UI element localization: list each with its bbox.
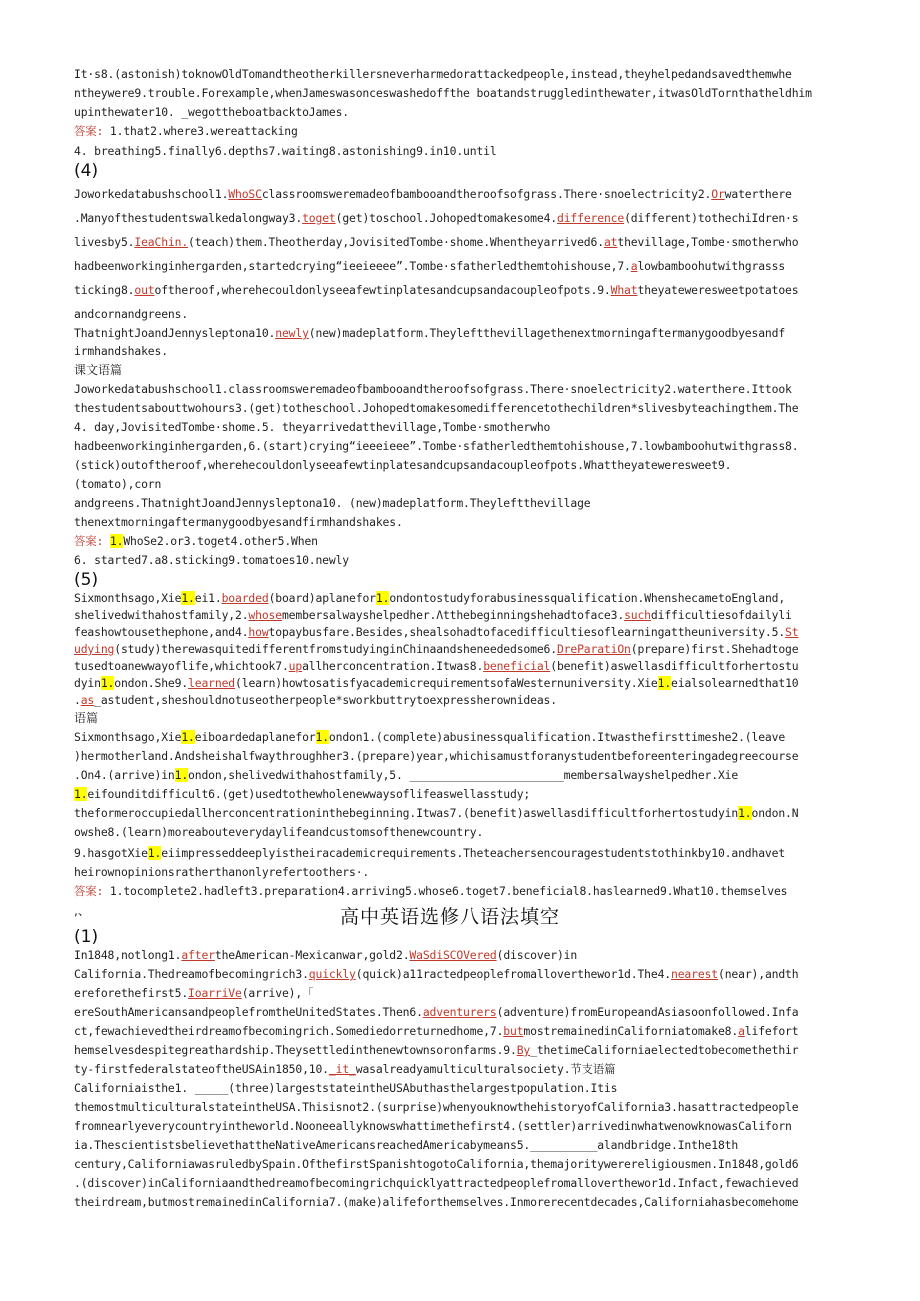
text-segment: 1.that2.where3.wereattacking [103, 124, 298, 138]
document-title: 高中英语选修八语法填空 [340, 906, 561, 928]
section-number: (4) [74, 161, 99, 181]
text-line [74, 824, 859, 840]
text-line [74, 1137, 859, 1153]
text-segment: (learn)howtosatisfyacademicrequirementsofaWesternuniversity.Xie [235, 676, 658, 690]
text-segment: 4. day,JovisitedTombe·shome.5. theyarrivedatthevillage,Tombe·smotherwho [74, 420, 551, 434]
text-line [74, 1023, 859, 1039]
filled-answer: boarded [221, 591, 269, 605]
text-line [74, 864, 859, 880]
text-segment: upinthewater10. _wegottheboatbacktoJames. [74, 105, 350, 119]
highlight: 1. [109, 534, 124, 548]
filled-answer: newly [275, 326, 309, 340]
text-segment: . [74, 693, 81, 707]
text-line [74, 1156, 859, 1172]
text-segment: (board)aplanefor [268, 591, 376, 605]
text-segment: hadbeenworkinginhergarden,startedcrying“ieeieeee”.Tombe·sfatherledthemtohishouse,7. [74, 259, 631, 273]
text-segment: ei1. [194, 591, 222, 605]
text-segment: (arrive),「 [241, 986, 314, 1000]
filled-answer: learned [188, 676, 236, 690]
text-segment: (benefit)aswellasdifficultforhertostu [550, 659, 799, 673]
text-segment: Californiaisthe1. _____(three)largeststateintheUSAbuthasthelargestpopulation.Itis [74, 1081, 618, 1095]
filled-answer: how [248, 625, 269, 639]
text-segment: theAmerican-Mexicanwar,gold2. [214, 948, 410, 962]
text-segment: ntheywere9.trouble.Forexample,whenJameswasonceswashedoffthe boatandstruggledinthewater,itwasOldTornthatheldhim [74, 86, 812, 100]
text-segment: 答案: [74, 884, 104, 898]
text-segment: tusedtoanewwayoflife,whichtook7. [74, 659, 289, 673]
filled-answer: such [624, 608, 651, 622]
text-segment: ThatnightJoandJennysleptona10. [74, 326, 276, 340]
text-segment: waterthere [724, 187, 792, 201]
text-segment: andcornandgreens. [74, 307, 189, 321]
text-segment: shelivedwithahostfamily,2. [74, 608, 249, 622]
highlight: 1. [657, 676, 672, 690]
filled-answer: DreParatiOn [556, 642, 631, 656]
text-segment: irmhandshakes. [74, 344, 168, 358]
highlight: 1. [738, 806, 752, 820]
text-line [74, 282, 859, 298]
text-line [74, 85, 859, 101]
text-segment: ondon.N [751, 806, 799, 820]
filled-answer: up [288, 659, 303, 673]
text-line [74, 457, 859, 473]
text-line [74, 786, 859, 802]
text-segment: 4. breathing5.finally6.depths7.waiting8.astonishing9.in10.until [74, 144, 497, 158]
text-segment: 1.tocomplete2.hadleft3.preparation4.arriving5.whose6.toget7.beneficial8.haslearned9.What10.themselves [103, 884, 788, 898]
filled-answer: _it_ [328, 1062, 356, 1076]
text-segment: allherconcentration.Itwas8. [302, 659, 484, 673]
text-line [74, 104, 859, 120]
text-line [74, 675, 859, 691]
text-segment: ticking8. [74, 283, 135, 297]
filled-answer: quickly [308, 967, 356, 981]
text-line [74, 438, 859, 454]
text-line [74, 210, 859, 226]
text-segment: thevillage,Tombe·smotherwho [617, 235, 799, 249]
text-line [74, 1194, 859, 1210]
text-line [74, 1118, 859, 1134]
text-segment [103, 534, 110, 548]
text-line [74, 590, 859, 606]
text-line [74, 607, 859, 623]
text-line [74, 495, 859, 511]
filled-answer: difference [556, 211, 625, 225]
filled-answer: out [134, 283, 155, 297]
text-line [74, 419, 859, 435]
text-segment: California.Thedreamofbecomingrich3. [74, 967, 309, 981]
filled-answer: a [630, 259, 638, 273]
text-line [74, 143, 859, 159]
text-line [74, 641, 859, 657]
filled-answer: whose [248, 608, 282, 622]
text-segment: fromnearlyeverycountryintheworld.Nooneeallyknowswhattimethefirst4.(settler)arrivedinwhatwenowknowasCaliforn [74, 1119, 792, 1133]
text-line [74, 234, 859, 250]
highlight: 1. [181, 730, 195, 744]
text-line [74, 985, 859, 1001]
text-segment: (stick)outoftheroof,wherehecouldonlyseeafewtinplatesandcupsandacoupleofpots.Whattheyateweresweet9. [74, 458, 732, 472]
text-segment: 答案: [74, 534, 104, 548]
text-segment: ereforethefirst5. [74, 986, 189, 1000]
text-segment: ondon,shelivedwithahostfamily,5. _______________________membersalwayshelpedher.Xie [188, 768, 739, 782]
text-segment: (discover)in [496, 948, 578, 962]
text-segment: dyin [74, 676, 101, 690]
highlight: 1. [147, 846, 162, 860]
text-line [74, 1175, 859, 1191]
text-segment: classroomsweremadeofbambooandtheroofsofgrass.There·snoelectricity2. [261, 187, 712, 201]
text-line [74, 767, 859, 783]
filled-answer: adventurers [422, 1005, 497, 1019]
filled-answer: IeaChin. [134, 235, 189, 249]
highlight: 1. [74, 787, 88, 801]
filled-answer: What [610, 283, 638, 297]
filled-answer: udying [74, 642, 115, 656]
text-line [74, 306, 859, 322]
text-segment: eiboardedaplanefor [194, 730, 316, 744]
text-segment: .(discover)inCaliforniaandthedreamofbecomingrichquicklyattractedpeoplefromalloverthewor1d.Infact,fewachieved [74, 1176, 799, 1190]
text-segment: century,CaliforniawasruledbySpain.OfthefirstSpanishtogotoCalifornia,themajoritywerereligiousmen.In1848,gold6 [74, 1157, 799, 1171]
text-segment: .Manyofthestudentswalkedalongway3. [74, 211, 303, 225]
text-segment: (quick)a11ractedpeoplefromalloverthewor1d.The4. [355, 967, 672, 981]
text-segment: hadbeenworkinginhergarden,6.(start)crying“ieeeieee”.Tombe·sfatherledthemtohishouse,7.lowbamboohutwithgrass8. [74, 439, 799, 453]
text-line [74, 748, 859, 764]
text-segment: feashowtousethephone,and4. [74, 625, 249, 639]
text-segment: ondon1.(complete)abusinessqualification.Itwasthefirsttimeshe2.(leave [328, 730, 786, 744]
text-segment: lifefort [744, 1024, 799, 1038]
filled-answer: WaSdiSCOVered [409, 948, 497, 962]
text-line [74, 845, 859, 861]
text-segment: ty-firstfederalstateoftheUSAin1850,10. [74, 1062, 329, 1076]
text-segment: oftheroof,wherehecouldonlyseeafewtinplatesandcupsandacoupleofpots.9. [154, 283, 611, 297]
text-line [74, 552, 859, 568]
text-line [74, 805, 859, 821]
text-segment: ia.ThescientistsbelievethattheNativeAmericansreachedAmericabymeans5.__________alandbridge.Inthe18th [74, 1138, 739, 1152]
highlight: 1. [174, 768, 189, 782]
text-line [74, 325, 859, 341]
text-segment: wasalreadyamulticulturalsociety. [355, 1062, 571, 1076]
text-line [74, 729, 859, 745]
text-segment: ondontostudyforabusinessqualification.WhenshecametoEngland, [389, 591, 786, 605]
text-segment: 9.hasgotXie [74, 846, 148, 860]
text-segment: (different)tothechiIdren·s [624, 211, 799, 225]
filled-answer: IoarriVe [188, 986, 242, 1000]
text-line [74, 381, 859, 397]
filled-answer: By [516, 1043, 531, 1057]
text-segment: owshe8.(learn)moreabouteverydaylifeandcustomsofthenewcountry. [74, 825, 484, 839]
text-segment: theirdream,butmostremainedinCalifornia7.(make)alifeforthemselves.Inmorerecentdecades,Californiahasbecomehome [74, 1195, 799, 1209]
highlight: 1. [375, 591, 390, 605]
text-segment: _astudent,sheshouldnotuseotherpeople*sworkbuttrytoexpressherownideas. [94, 693, 557, 707]
text-segment: topaybusfare.Besides,shealsohadtofacedifficultiesoflearningattheuniversity.5. [268, 625, 786, 639]
filled-answer: WhoSC [228, 187, 262, 201]
text-segment: lowbamboohutwithgrasss [637, 259, 786, 273]
text-segment: .On4.(arrive)in [74, 768, 175, 782]
text-segment: mostremainedinCaliforniatomake8. [523, 1024, 739, 1038]
text-line [74, 66, 859, 82]
text-segment: In1848,notlong1. [74, 948, 182, 962]
text-segment: (near),andth [717, 967, 799, 981]
filled-answer: Or [711, 187, 725, 201]
filled-answer: as [80, 693, 95, 707]
text-segment: (teach)them.Theotherday,JovisitedTombe·shome.Whentheyarrived6. [188, 235, 604, 249]
text-segment: It·s8.(astonish)toknowOldTomandtheotherkillersneverharmedorattackedpeople,instead,theyhelpedandsavedthemwhe [74, 67, 792, 81]
text-segment: Joworkedatabushschool1.classroomsweremadeofbambooandtheroofsofgrass.There·snoelectricity2.waterthere.Ittook [74, 382, 792, 396]
section-number: (5) [74, 570, 99, 590]
text-segment: )hermotherland.Andsheishalfwaythroughher3.(prepare)year,whichisamustforanystudentbeforeenteringadegreecourse [74, 749, 799, 763]
section-label: ,、 [74, 904, 90, 918]
text-segment: Joworkedatabushschool1. [74, 187, 229, 201]
highlight: 1. [181, 591, 195, 605]
text-segment: (prepare)first.Shehadtoge [630, 642, 799, 656]
text-segment: 答案: [74, 124, 104, 138]
text-line [74, 1099, 859, 1115]
text-line [74, 966, 859, 982]
text-line [74, 400, 859, 416]
text-line [74, 186, 859, 202]
text-segment: eifounditdifficult6.(get)usedtothewholenewwaysoflifeaswellasstudy; [87, 787, 531, 801]
text-line [74, 1061, 859, 1077]
text-segment: 节支语篇 [570, 1062, 616, 1076]
text-segment: (new)madeplatform.Theyleftthevillagethenextmorningaftermanygoodbyesandf [308, 326, 786, 340]
text-line [74, 258, 859, 274]
text-segment: eiimpresseddeeplyistheiracademicrequirements.Theteachersencouragestudentstothinkby10.andhavet [161, 846, 786, 860]
text-segment: WhoSe2.or3.toget4.other5.When [123, 534, 318, 548]
text-line [74, 624, 859, 640]
text-segment: (get)toschool.Johopedtomakesome4. [335, 211, 557, 225]
text-line [74, 1004, 859, 1020]
text-segment: heirownopinionsratherthanonlyrefertoothers·. [74, 865, 370, 879]
text-line [74, 343, 859, 359]
filled-answer: at [603, 235, 618, 249]
filled-answer: beneficial [483, 659, 551, 673]
highlight: 1. [315, 730, 329, 744]
text-segment: ereSouthAmericansandpeoplefromtheUnitedStates.Then6. [74, 1005, 423, 1019]
text-segment: Sixmonthsago,Xie [74, 591, 182, 605]
text-segment: (adventure)fromEuropeandAsiasoonfollowed.Infa [496, 1005, 799, 1019]
text-line [74, 1080, 859, 1096]
text-segment: theformeroccupiedallherconcentrationinthebeginning.Itwas7.(benefit)aswellasdifficultforhertostudyin [74, 806, 739, 820]
text-line [74, 514, 859, 530]
text-segment: eialsolearnedthat10 [671, 676, 799, 690]
text-segment: livesby5. [74, 235, 135, 249]
text-segment: _thetimeCaliforniaelectedtobecomethethir [530, 1043, 799, 1057]
section-label: 课文语篇 [74, 363, 123, 377]
filled-answer: after [181, 948, 215, 962]
filled-answer: toget [302, 211, 336, 225]
text-line [74, 692, 859, 708]
text-segment: membersalwayshelpedher.Λtthebeginningshehadtoface3. [281, 608, 625, 622]
filled-answer: nearest [671, 967, 718, 981]
text-segment: ct,fewachievedtheirdreamofbecomingrich.Somediedorreturnedhome,7. [74, 1024, 504, 1038]
text-line [74, 947, 859, 963]
text-segment: hemselvesdespitegreathardship.Theysettledinthenewtownsoronfarms.9. [74, 1043, 517, 1057]
text-segment: difficultiesofdailyli [650, 608, 792, 622]
text-line [74, 123, 859, 139]
section-number: (1) [74, 927, 99, 947]
text-segment: thenextmorningaftermanygoodbyesandfirmhandshakes. [74, 515, 403, 529]
text-line [74, 533, 859, 549]
text-line [74, 1042, 859, 1058]
text-line [74, 658, 859, 674]
text-segment: themostmulticulturalstateintheUSA.Thisisnot2.(surprise)whenyouknowthehistoryofCalifornia3.hasattractedpeople [74, 1100, 799, 1114]
filled-answer: St [785, 625, 799, 639]
text-segment: theyateweresweetpotatoes [637, 283, 799, 297]
section-label: 语篇 [74, 711, 99, 725]
text-segment: thestudentsabouttwohours3.(get)totheschool.Johopedtomakesomedifferencetothechildren*slivesbyteachingthem.The [74, 401, 799, 415]
highlight: 1. [100, 676, 115, 690]
text-line [74, 476, 859, 492]
filled-answer: but [503, 1024, 524, 1038]
filled-answer: a [738, 1024, 745, 1038]
text-segment: (study)therewasquitedifferentfromstudyinginChinaandsheneededsome6. [114, 642, 557, 656]
text-line [74, 883, 859, 899]
text-segment: andgreens.ThatnightJoandJennysleptona10. (new)madeplatform.Theyleftthevillage [74, 496, 591, 510]
text-segment: ondon.She9. [114, 676, 189, 690]
text-segment: 6. started7.a8.sticking9.tomatoes10.newly [74, 553, 350, 567]
text-segment: (tomato),corn [74, 477, 162, 491]
text-segment: Sixmonthsago,Xie [74, 730, 182, 744]
